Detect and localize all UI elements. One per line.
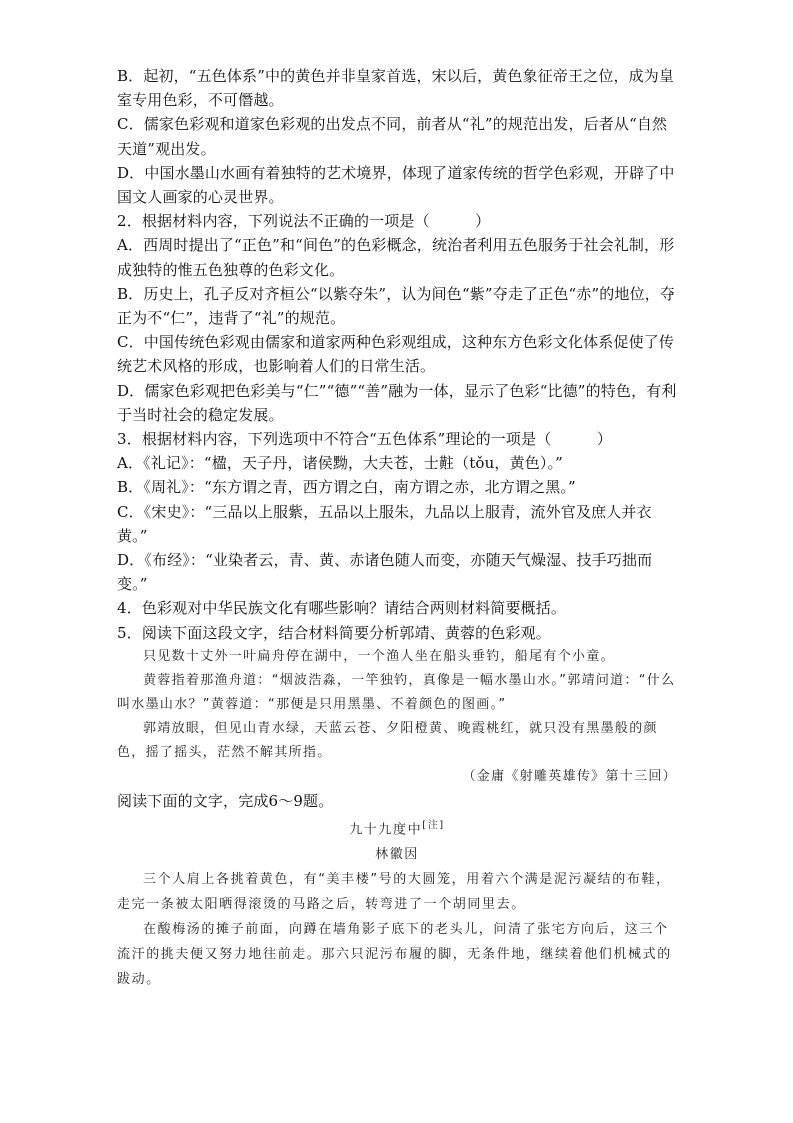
story-paragraph-2: 在酸梅汤的摊子前面，向蹲在墙角影子底下的老头儿，问清了张宅方向后，这三个流汗的挑夫便又努力地往前走。那六只泥污布履的脚，无条件地，继续着他们机械式的跋动。 — [117, 922, 672, 988]
q3-stem: 3．根据材料内容，下列选项中不符合“五色体系”理论的一项是（ ） — [117, 430, 612, 449]
q1-option-b: B．起初，“五色体系”中的黄色并非皇家首选，宋以后，黄色象征帝王之位，成为皇室专用色彩，不可僭越。 — [117, 67, 675, 110]
q5-stem: 5．阅读下面这段文字，结合材料简要分析郭靖、黄蓉的色彩观。 — [117, 623, 551, 642]
q4-stem: 4．色彩观对中华民族文化有哪些影响？请结合两则材料简要概括。 — [117, 599, 567, 618]
story-paragraph-1: 三个人肩上各挑着黄色，有“美丰楼”号的大圆笼，用着六个满是泥污凝结的布鞋，走完一条被太阳晒得滚烫的马路之后，转弯进了一个胡同里去。 — [117, 872, 671, 913]
excerpt-paragraph-3: 郭靖放眼，但见山青水绿，天蓝云苍、夕阳橙黄、晚霞桃红，就只没有黑墨般的颜色，摇了摇头，茫然不解其所指。 — [117, 720, 658, 760]
q2-option-a: A．西周时提出了“正色”和“间色”的色彩概念，统治者利用五色服务于社会礼制，形成独特的惟五色独尊的色彩文化。 — [117, 236, 675, 279]
story-author: 林徽因 — [375, 847, 419, 863]
q3-option-c: C．《宋史》：“三品以上服紫，五品以上服朱，九品以上服青，流外官及庶人并衣黄。” — [117, 502, 652, 545]
story-note-mark: [注] — [422, 820, 445, 832]
story-title: 九十九度中 — [349, 822, 423, 838]
story-title-line — [117, 813, 677, 842]
story-body — [117, 867, 677, 992]
reading-intro: 阅读下面的文字，完成6～9题。 — [117, 791, 334, 810]
excerpt-paragraph-1: 只见数十丈外一叶扁舟停在湖中，一个渔人坐在船头垂钓，船尾有个小童。 — [143, 648, 615, 664]
excerpt-paragraph-2: 黄蓉指着那渔舟道：“烟波浩淼，一竿独钓，真像是一幅水墨山水。”郭靖问道：“什么叫水墨山水？”黄蓉道：“那便是只用黑墨、不着颜色的图画。” — [117, 672, 676, 712]
excerpt-source: （金庸《射雕英雄传》第十三回） — [462, 768, 677, 784]
novel-excerpt — [117, 645, 677, 765]
q2-stem: 2．根据材料内容，下列说法不正确的一项是（ ） — [117, 212, 491, 231]
q1-option-c: C．儒家色彩观和道家色彩观的出发点不同，前者从“礼”的规范出发，后者从“自然天道”观出发。 — [117, 115, 668, 158]
q2-option-b: B．历史上，孔子反对齐桓公“以紫夺朱”，认为间色“紫”夺走了正色“赤”的地位，夺正为不“仁”，违背了“礼”的规范。 — [117, 284, 676, 328]
q1-option-d: D．中国水墨山水画有着独特的艺术境界，体现了道家传统的哲学色彩观，开辟了中国文人画家的心灵世界。 — [117, 163, 675, 207]
q3-option-b: B．《周礼》：“东方谓之青，西方谓之白，南方谓之赤，北方谓之黑。” — [117, 478, 576, 497]
page-content — [117, 64, 677, 992]
q2-option-c: C．中国传统色彩观由儒家和道家两种色彩观组成，这种东方色彩文化体系促使了传统艺术风格的形成，也影响着人们的日常生活。 — [117, 333, 675, 376]
q3-option-d: D．《布经》：“业染者云，青、黄、赤诸色随人而变，亦随天气燥湿、技手巧拙而变。” — [117, 551, 653, 594]
q3-option-a: A．《礼记》：“楹，天子丹，诸侯黝，大夫苍，士黈（tǒu，黄色）。” — [117, 454, 563, 473]
q2-option-d: D．儒家色彩观把色彩美与“仁”“德”“善”融为一体，显示了色彩“比德”的特色，有利于当时社会的稳定发展。 — [117, 381, 677, 424]
